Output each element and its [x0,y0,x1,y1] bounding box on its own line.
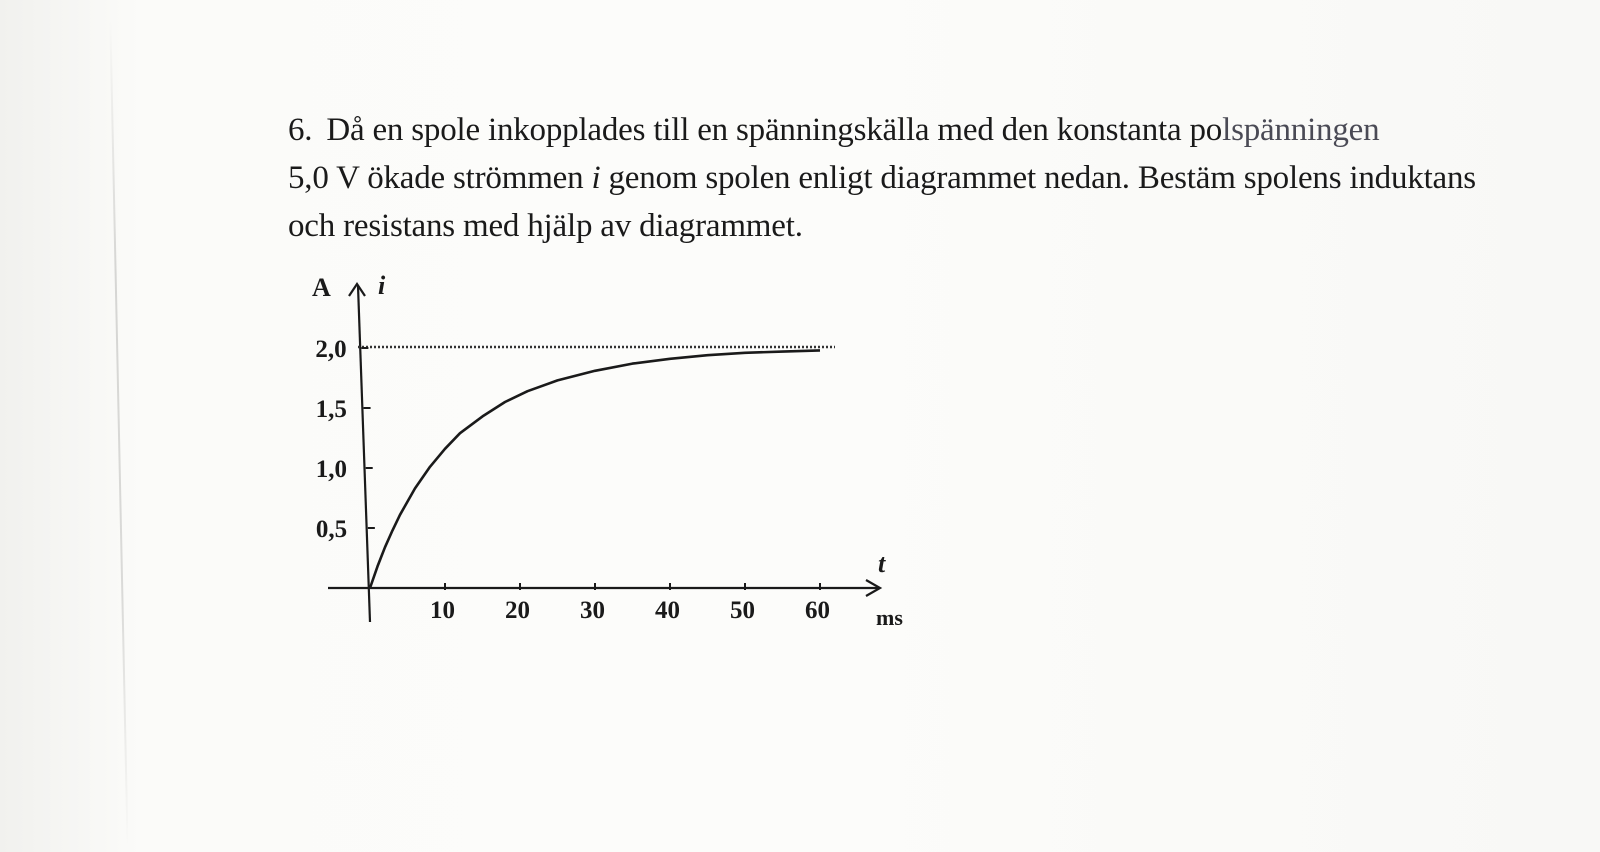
current-variable: i [591,160,601,196]
x-tick-label-20: 20 [505,597,530,624]
problem-line-2-end: genom spolen enligt diagrammet nedan. Bestäm spolens induktans [600,160,1476,196]
problem-line-1-text: Då en spole inkopplades till en spänningskälla med den konstanta po [326,112,1223,148]
y-tick-label-1,0: 1,0 [315,456,347,483]
x-unit-label: ms [876,605,903,630]
problem-line-3: och resistans med hjälp av diagrammet. [288,208,803,244]
x-tick-label-60: 60 [805,597,830,624]
y-axis-arrow [349,284,365,296]
x-tick-label-30: 30 [580,597,605,624]
y-axis-line [358,286,370,622]
problem-line-1-end: lspänningen [1222,112,1380,148]
current-curve [370,350,820,588]
problem-text [288,106,1558,250]
current-time-diagram [280,260,940,650]
x-variable-label: t [878,549,886,578]
problem-line-2-start: 5,0 V ökade strömmen [288,160,592,196]
problem-number: 6. [288,112,313,148]
chart-svg [280,260,940,650]
problem-line-1 [288,106,1558,154]
y-tick-label-1,5: 1,5 [315,396,347,423]
problem-line-2 [288,154,1558,202]
y-variable-label: i [378,271,386,300]
y-unit-label: A [312,273,331,302]
y-tick-label-0,5: 0,5 [315,516,348,543]
x-tick-label-50: 50 [730,597,755,624]
y-tick-label-2,0: 2,0 [315,336,347,363]
x-tick-label-10: 10 [430,597,455,624]
x-tick-label-40: 40 [655,597,680,624]
